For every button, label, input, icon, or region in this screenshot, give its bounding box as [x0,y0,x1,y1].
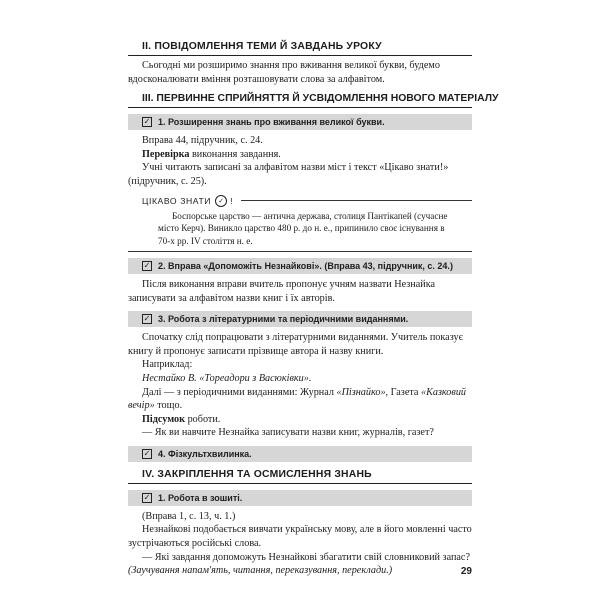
newspaper-name: «Казковий вечір» [128,386,467,412]
check-label: Перевірка [142,148,190,160]
example-label: Наприклад: [142,359,193,371]
section-heading-2: II. ПОВІДОМЛЕННЯ ТЕМИ Й ЗАВДАНЬ УРОКУ [128,40,472,56]
checkbox-icon: ✓ [143,448,151,458]
summary-label: Підсумок [142,413,186,425]
lightbulb-icon: ✓ [215,195,227,207]
answer-hint: (Заучування напам'ять, читання, переказування, переклади.) [128,565,393,577]
checkbox-icon: ✓ [143,492,151,502]
checkbox-icon: ✓ [143,260,151,270]
task-5-title: 1. Робота в зошиті. [158,492,243,503]
tip-text: Боспорське царство — антична держава, столиця Пантікапей (сучасне місто Керч). Виникло царство 480 р. до н. е., припинило своє існування в 70-х рр. IV століття н. е. [158,210,448,247]
checkbox-icon: ✓ [143,314,151,324]
intro-paragraph: Сьогодні ми розширимо знання про вживання великої букви, будемо вдосконалювати вміння розташовувати слова за алфавітом. [128,60,440,85]
summary-text: роботи. [185,413,221,425]
task-5-header [128,490,472,506]
tip-end-divider [128,251,472,252]
tip-header [128,195,472,207]
section-heading-3: III. ПЕРВИННЕ СПРИЙНЯТТЯ Й УСВІДОМЛЕННЯ НОВОГО МАТЕРІАЛУ [128,92,472,108]
task-2-text: Після виконання вправи вчитель пропонує учням назвати Незнайка записувати за алфавітом назви книг і їх авторів. [128,278,436,304]
task-1-header [128,114,472,130]
task-2-title: 2. Вправа «Допоможіть Незнайкові». (Вправа 43, підручник, с. 24.) [158,260,453,271]
task-4-title: 4. Фізкультхвилинка. [158,448,252,459]
task-1-line: Вправа 44, підручник, с. 24. [142,135,263,147]
tip-mark: ! [230,195,234,206]
task-3-header [128,311,472,327]
task-1-text: Учні читають записані за алфавітом назви міст і текст «Цікаво знати!» (підручник, с. 25). [128,162,449,187]
summary-line [128,413,472,427]
check-text: виконання завдання. [189,148,281,160]
task-3-paragraph: Спочатку слід попрацювати з літературними виданнями. Учитель показує книгу й пропонує записати прізвище автора й назву книги. [128,332,463,357]
periodicals-part: Далі — з періодичними виданнями: Журнал [142,386,337,398]
task-3-title: 3. Робота з літературними та періодичними виданнями. [158,314,409,325]
tip-divider [241,200,472,201]
question-text: — Які завдання допоможуть Незнайкові збагатити свій словниковий запас? [142,551,470,563]
tip-label: ЦІКАВО ЗНАТИ [142,195,212,206]
task-2-header [128,258,472,274]
section-heading-4: IV. ЗАКРІПЛЕННЯ ТА ОСМИСЛЕННЯ ЗНАНЬ [128,468,472,484]
task-1-title: 1. Розширення знань про вживання великої букви. [158,117,385,128]
task-3-question: — Як ви навчите Незнайка записувати назви книг, журналів, газет? [142,427,434,439]
checkbox-icon: ✓ [143,117,151,127]
periodicals-part: тощо. [154,400,183,412]
periodicals-part: , Газета [385,386,421,398]
task-4-header [128,446,472,462]
journal-name: «Пізнайко» [336,386,386,398]
task-1-check [128,148,472,162]
task-5-question [128,551,472,578]
task-5-line: (Вправа 1, с. 13, ч. 1.) [142,510,236,522]
periodicals-text [128,386,472,413]
book-page [128,30,499,578]
page-number: 29 [460,566,472,577]
example-text: Нестайко В. «Тореадори з Васюківки». [142,372,312,384]
task-5-paragraph: Незнайкові подобається вивчати українську мову, але в його мовленні часто зустрічаються російські слова. [128,524,472,550]
